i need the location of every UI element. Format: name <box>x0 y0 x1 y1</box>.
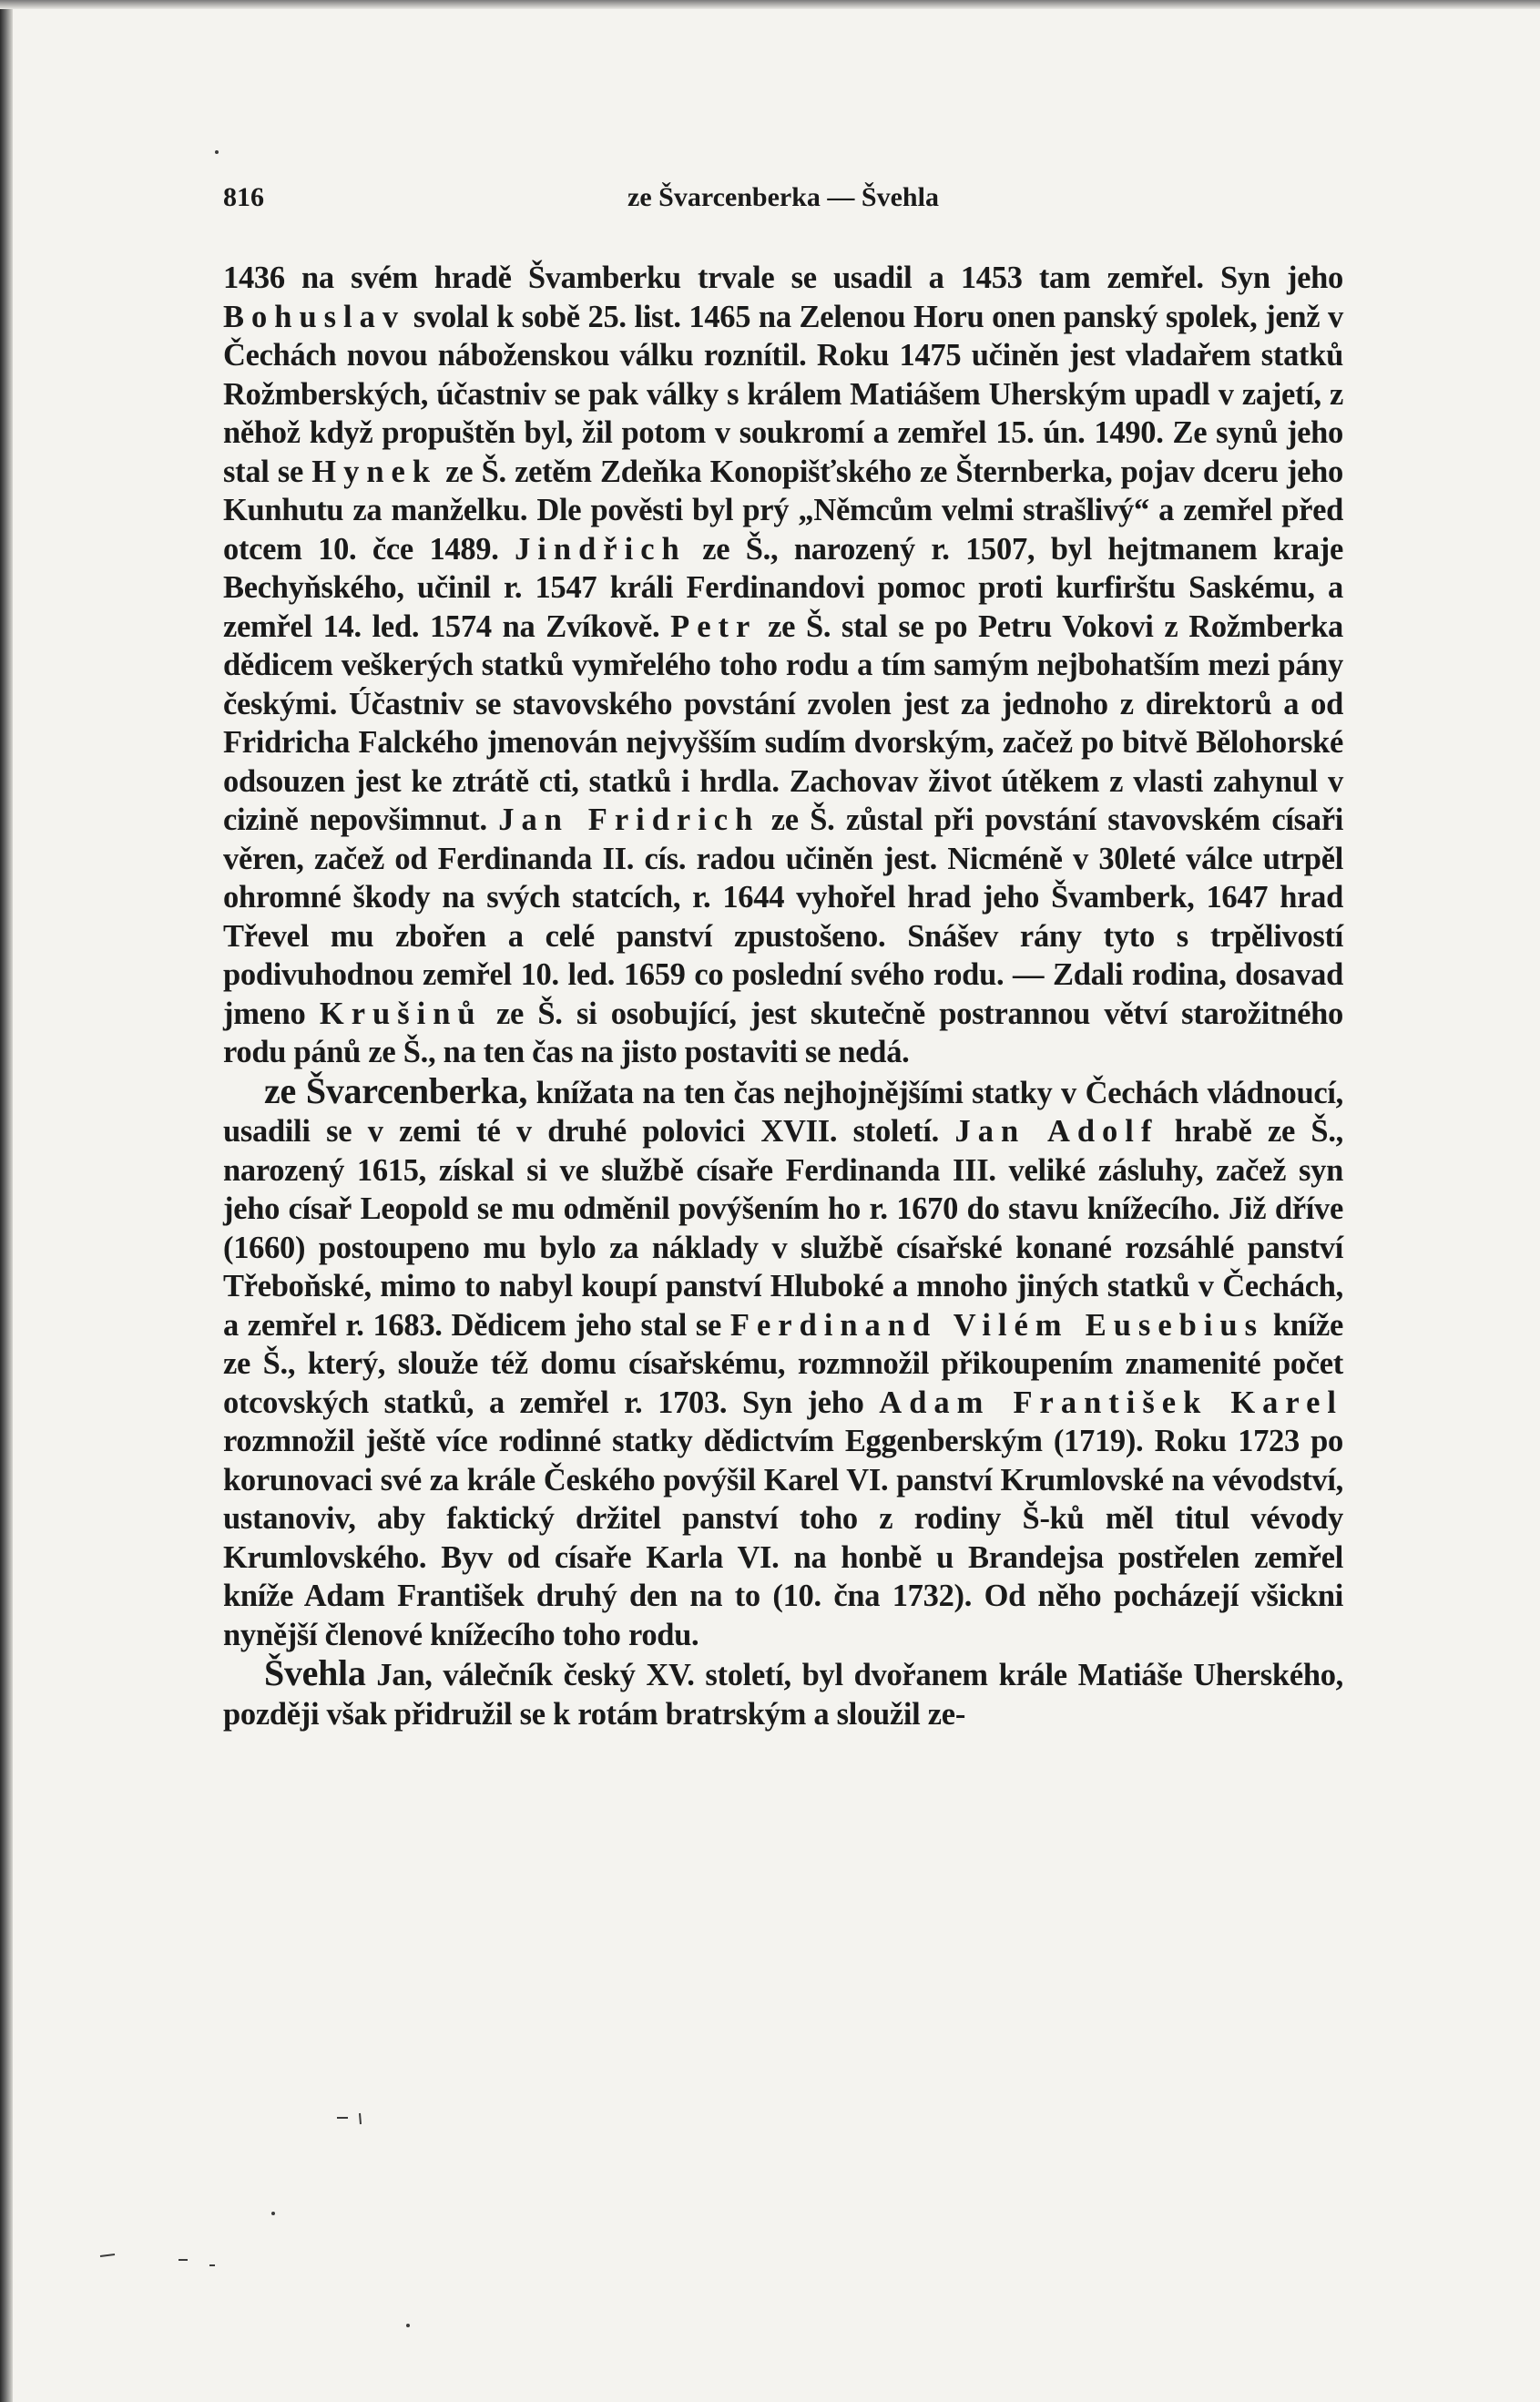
text-run: ze Š. si osobující, jest skutečně postrannou větví starožitného rodu pánů ze Š., na ten čas na jisto postaviti se nedá. <box>223 996 1343 1069</box>
stray-dot <box>271 2212 275 2215</box>
page-number: 816 <box>223 182 264 212</box>
person-name: Ferdinand Vilém Eusebius <box>729 1307 1265 1343</box>
text-run: svolal k sobě 25. list. 1465 na Zelenou Horu onen panský spolek, jenž v Čechách novou náboženskou válku roznítil. Roku 1475 učiněn jest vladařem statků Rožmberských, účastniv se pak války s králem Matiášem Uherským upadl v zajetí, z něhož když propuštěn byl, žil potom v soukromí a zemřel 15. ún. 1490. Ze synů jeho stal se <box>223 299 1343 489</box>
stray-dash <box>100 2254 115 2256</box>
entry-headword: ze Švarcenberka, <box>264 1069 528 1111</box>
text-run: 1436 na svém hradě Švamberku trvale se usadil a 1453 tam zemřel. Syn jeho <box>223 261 1343 295</box>
body-text <box>223 259 1343 1733</box>
text-run: ze Š., narozený r. 1507, byl hejtmanem kraje Bechyňského, učinil r. 1547 králi Ferdinandovi pomoc proti kurfirštu Saskému, a zemřel 14. led. 1574 na Zvíkově. <box>223 531 1343 644</box>
text-run: knížata na ten čas nejhojnějšími statky v Čechách vládnoucí, usadili se v zemi té v druhé polovici XVII. století. <box>223 1075 1343 1149</box>
text-run: Jan, válečník český XV. století, byl dvořanem krále Matiáše Uherského, později však přidružil se k rotám bratrským a sloužil ze- <box>223 1658 1343 1732</box>
text-run: rozmnožil ještě více rodinné statky dědictvím Eggenberským (1719). Roku 1723 po korunovaci své za krále Českého povýšil Karel VI. panství Krumlovské na vévodství, ustanoviv, aby faktický držitel panství toho z rodiny Š-ků měl titul vévody Krumlovského. Byv od císaře Karla VI. na honbě u Brandejsa postřelen zemřel kníže Adam František druhý den na to (10. čna 1732). Od něho pocházejí všickni nynější členové knížecího toho rodu. <box>223 1424 1343 1652</box>
person-name: Hynek <box>311 454 438 489</box>
person-name: Petr <box>670 608 758 644</box>
person-name: Jindřich <box>515 531 687 567</box>
stray-dot <box>406 2324 410 2327</box>
running-head: ze Švarcenberka — Švehla <box>627 182 939 212</box>
text-run: kníže ze Š., který, slouže též domu císařskému, rozmnožil přikoupením znamenité počet otcovských statků, a zemřel r. 1703. Syn jeho <box>223 1307 1343 1420</box>
dictionary-entry <box>223 1069 1343 1655</box>
person-name: Jan Adolf <box>954 1114 1159 1149</box>
person-name: Bohuslav <box>223 299 406 334</box>
page-header <box>223 182 1343 219</box>
person-name: Jan Fridrich <box>498 802 760 837</box>
stray-tick <box>360 2113 361 2124</box>
continued-entry <box>223 259 1343 1072</box>
dictionary-entry <box>223 1654 1343 1733</box>
scan-left-edge <box>0 0 13 2402</box>
text-run: ze Š. zůstal při povstání stavovském císaři věren, začež od Ferdinanda II. cís. radou učiněn jest. Nicméně v 30leté válce utrpěl ohromné škody na svých statcích, r. 1644 vyhořel hrad jeho Švamberk, 1647 hrad Třevel mu zbořen a celé panství zpustošeno. Snášev rány tyto s trpělivostí podivuhodnou zemřel 10. led. 1659 co poslední svého rodu. — Zdali rodina, dosavad jmeno <box>223 802 1343 1031</box>
text-run: ze Š. stal se po Petru Vokovi z Rožmberka dědicem veškerých statků vymřelého toho rodu a tím samým nejbohatším mezi pány českými. Účastniv se stavovského povstání zvolen jest za jednoho z direktorů a od Fridricha Falckého jmenován nejvyšším sudím dvorským, začež po bitvě Bělohorské odsouzen jest ke ztrátě cti, statků i hrdla. Zachovav život útěkem z vlasti zahynul v cizině nepovšimnut. <box>223 608 1343 837</box>
entry-headword: Švehla <box>264 1652 366 1693</box>
scan-top-edge <box>0 0 1540 9</box>
text-run: ze Š. zetěm Zdeňka Konopišťského ze Šternberka, pojav dceru jeho Kunhutu za manželku. Dle pověsti byl prý „Němcům velmi strašlivý“ a zemřel před otcem 10. čce 1489. <box>223 454 1343 567</box>
person-name: Adam František Karel <box>879 1385 1343 1420</box>
stray-dot <box>215 150 219 154</box>
text-run: hrabě ze Š., narozený 1615, získal si ve službě císaře Ferdinanda III. veliké zásluhy, začež syn jeho císař Leopold se mu odměnil povýšením ho r. 1670 do stavu knížecího. Již dříve (1660) postoupeno mu bylo za náklady v službě císařské konané rozsáhlé panství Třeboňské, mimo to nabyl koupí panství Hluboké a mnoho jiných statků v Čechách, a zemřel r. 1683. Dědicem jeho stal se <box>223 1114 1343 1343</box>
person-name: Krušinů <box>319 996 483 1031</box>
